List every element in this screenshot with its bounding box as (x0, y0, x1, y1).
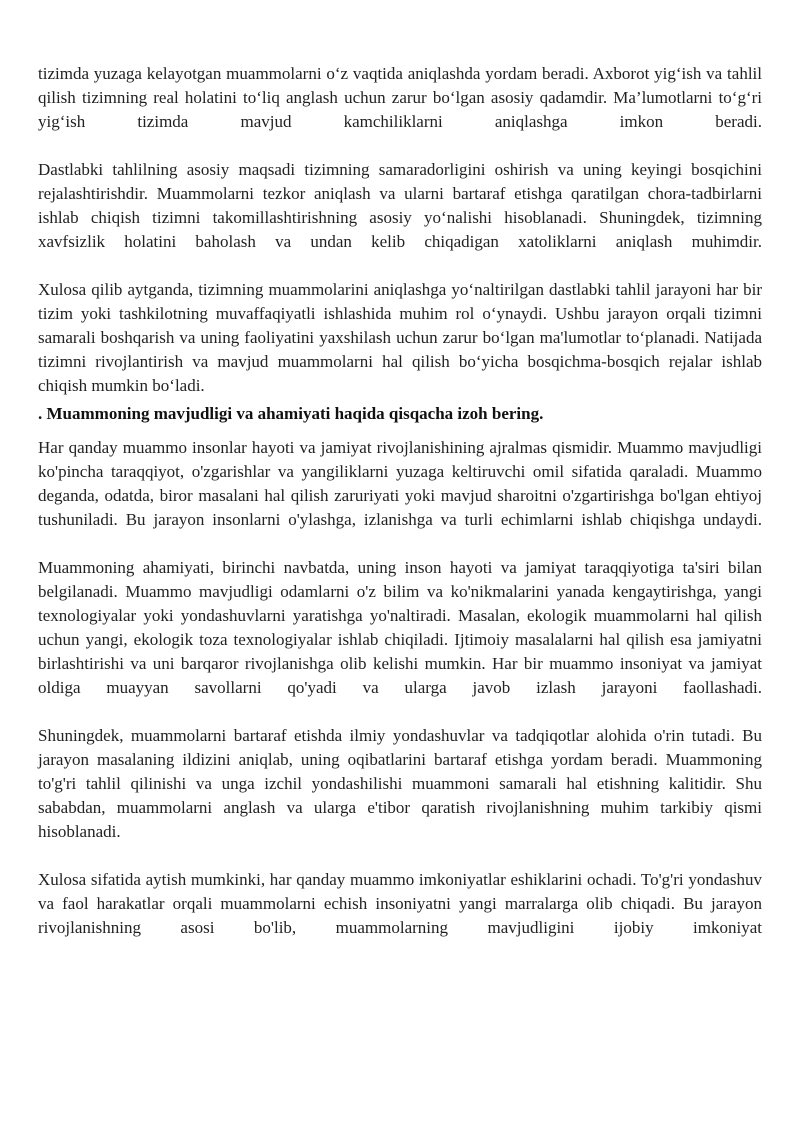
paragraph-6: Shuningdek, muammolarni bartaraf etishda ilmiy yondashuvlar va tadqiqotlar alohida o'rin tutadi. Bu jarayon masalaning ildizini aniqlab, uning oqibatlarini bartaraf etishga yordam beradi. Muammoning to'g'ri tahlil qilinishi va unga izchil yondashilishi muammoni samarali hal etishning kalitidir. Shu sababdan, muammolarni anglash va ularga e'tibor qaratish rivojlanishning muhim tarkibiy qismi hisoblanadi. (38, 726, 762, 841)
paragraph-4: Har qanday muammo insonlar hayoti va jamiyat rivojlanishining ajralmas qismidir. Muammo mavjudligi ko'pincha taraqqiyot, o'zgarishlar va yangiliklarni yuzaga keltiruvchi omil sifatida qaraladi. Muammo deganda, odatda, biror masalani hal qilish zaruriyati yoki mavjud sharoitni o'zgartirishga bo'lgan ehtiyoj tushuniladi. Bu jarayon insonlarni o'ylashga, izlanishga va turli echimlarni ishlab chiqishga undaydi. (38, 438, 762, 529)
section-heading: . Muammoning mavjudligi va ahamiyati haqida qisqacha izoh bering. (38, 404, 544, 423)
paragraph-3: Xulosa qilib aytganda, tizimning muammolarini aniqlashga yo‘naltirilgan dastlabki tahlil jarayoni har bir tizim yoki tashkilotning muvaffaqiyatli ishlashida muhim rol o‘ynaydi. Ushbu jarayon orqali tizimni samarali boshqarish va uning faoliyatini yaxshilash uchun zarur bo‘lgan ma'lumotlar to‘planadi. Natijada tizimni rivojlantirish va mavjud muammolarni hal qilish bo‘yicha bosqichma-bosqich rejalar ishlab chiqish mumkin bo‘ladi. (38, 280, 762, 395)
document-page (38, 62, 762, 964)
paragraph-2: Dastlabki tahlilning asosiy maqsadi tizimning samaradorligini oshirish va uning keyingi bosqichini rejalashtirishdir. Muammolarni tezkor aniqlash va ularni bartaraf etishga qaratilgan chora-tadbirlarni ishlab chiqish tizimni takomillashtirishning asosiy yo‘nalishi hisoblanadi. Shuningdek, tizimning xavfsizlik holatini baholash va undan kelib chiqadigan xatoliklarni aniqlash muhimdir. (38, 160, 762, 251)
paragraph-5: Muammoning ahamiyati, birinchi navbatda, uning inson hayoti va jamiyat taraqqiyotiga ta'siri bilan belgilanadi. Muammo mavjudligi odamlarni o'z bilim va ko'nikmalarini yanada kengaytirishga, yangi texnologiyalar yoki yondashuvlarni yaratishga yo'naltiradi. Masalan, ekologik muammolarni hal qilish uchun yangi, ekologik toza texnologiyalar ishlab chiqiladi. Ijtimoiy masalalarni hal qilish esa jamiyatni birlashtirishi va uni barqaror rivojlanishga olib kelishi mumkin. Har bir muammo insoniyat va jamiyat oldiga muayyan savollarni qo'yadi va ularga javob izlash jarayoni faollashadi. (38, 558, 762, 697)
paragraph-7: Xulosa sifatida aytish mumkinki, har qanday muammo imkoniyatlar eshiklarini ochadi. To'g'ri yondashuv va faol harakatlar orqali muammolarni echish insoniyatni yangi marralarga olib chiqadi. Bu jarayon rivojlanishning asosi bo'lib, muammolarning mavjudligini ijobiy imkoniyat (38, 870, 762, 937)
paragraph-1: tizimda yuzaga kelayotgan muammolarni o‘z vaqtida aniqlashda yordam beradi. Axborot yig‘ish va tahlil qilish tizimning real holatini to‘liq anglash uchun zarur bo‘lgan asosiy qadamdir. Ma’lumotlarni to‘g‘ri yig‘ish tizimda mavjud kamchiliklarni aniqlashga imkon beradi. (38, 64, 762, 131)
